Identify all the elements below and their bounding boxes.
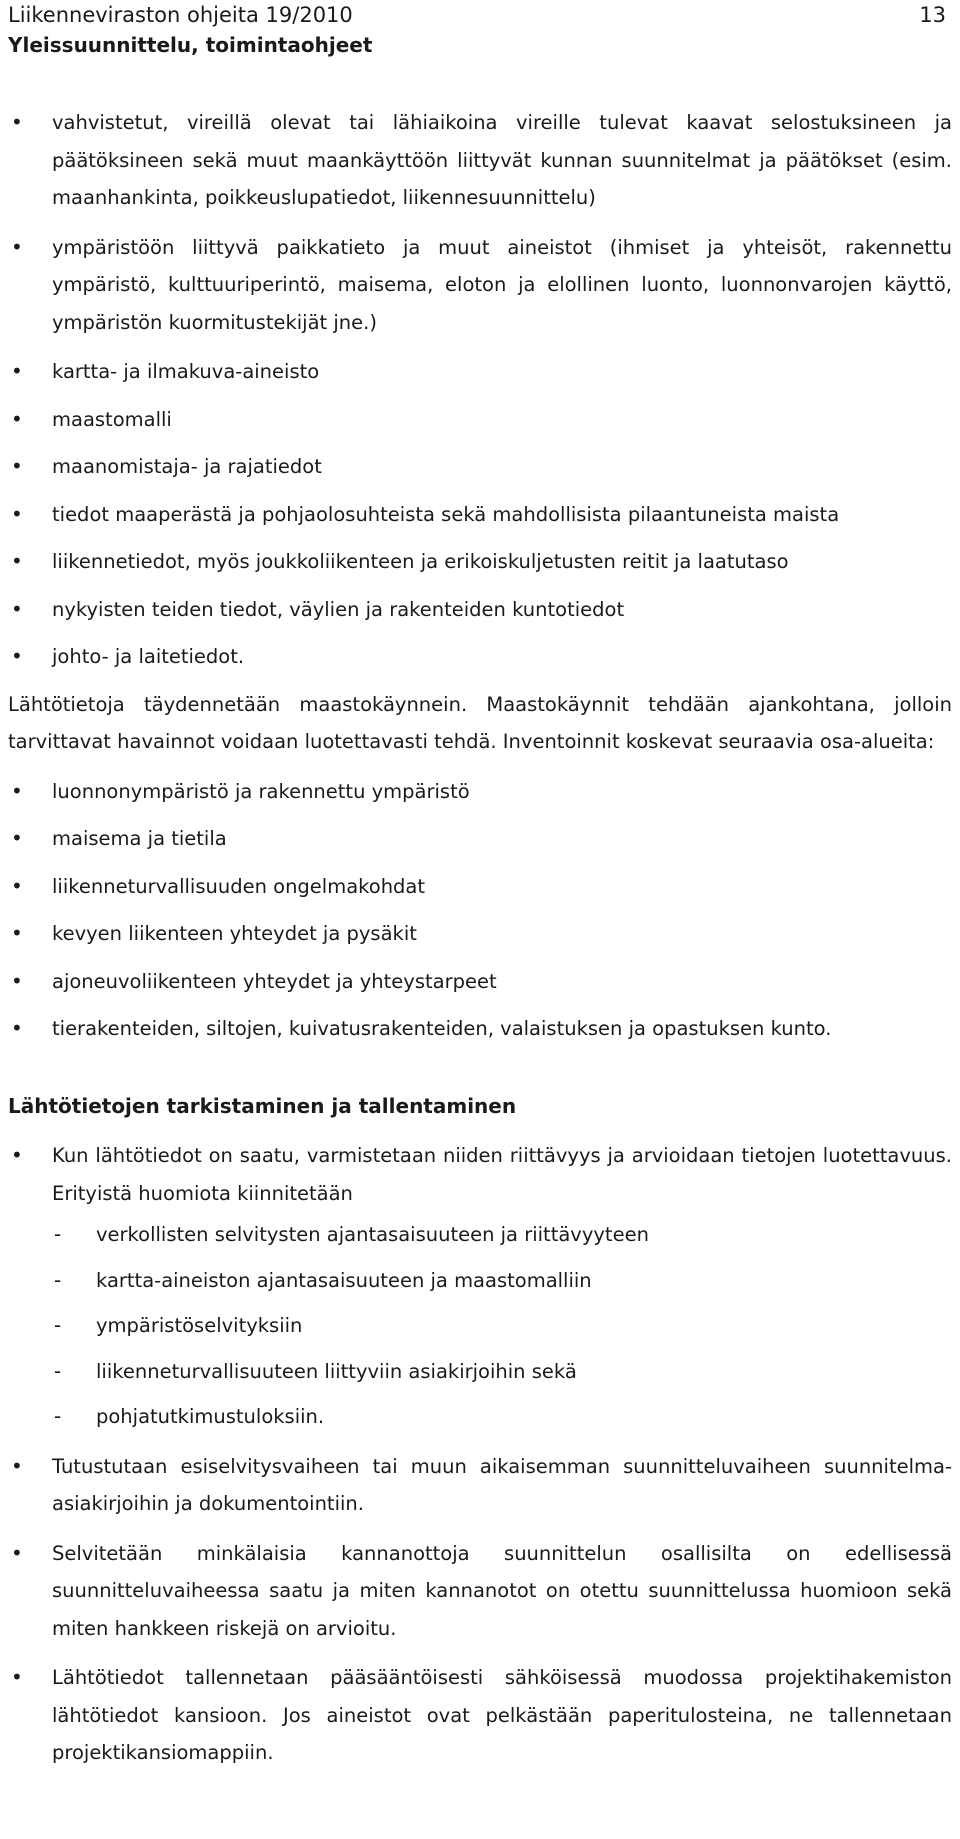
list-item: • vahvistetut, vireillä olevat tai lähiaikoina vireille tulevat kaavat selostuksineen ja päätöksineen sekä muut maankäyttöön liittyvät kunnan suunnitelmat ja päätökset (esim. maanhankinta, poikkeuslupatiedot, liikennesuunnittelu) <box>8 104 952 217</box>
document-body <box>8 104 952 1784</box>
page-header <box>8 0 952 60</box>
paragraph-field-visits: Lähtötietoja täydennetään maastokäynnein. Maastokäynnit tehdään ajankohtana, jolloin tarvittavat havainnot voidaan luotettavasti tehdä. Inventoinnit koskevat seuraavia osa-alueita: <box>8 692 952 753</box>
page-number: 13 <box>919 3 946 27</box>
list-item: • nykyisten teiden tiedot, väylien ja rakenteiden kuntotiedot <box>8 591 952 629</box>
publication-title: Liikenneviraston ohjeita 19/2010 <box>8 3 353 27</box>
list-item: • maanomistaja- ja rajatiedot <box>8 448 952 486</box>
list-item: • kevyen liikenteen yhteydet ja pysäkit <box>8 915 952 953</box>
list-item: • Selvitetään minkälaisia kannanottoja suunnittelun osallisilta on edellisessä suunnitteluvaiheessa saatu ja miten kannanotot on otettu suunnittelussa huomioon sekä miten hankkeen riskejä on arvioitu. <box>8 1535 952 1648</box>
section-heading: Lähtötietojen tarkistaminen ja tallentaminen <box>8 1093 517 1118</box>
dash-list-item: - verkollisten selvitysten ajantasaisuuteen ja riittävyyteen <box>52 1216 952 1254</box>
list-item: • ajoneuvoliikenteen yhteydet ja yhteystarpeet <box>8 963 952 1001</box>
list-item: • ympäristöön liittyvä paikkatieto ja muut aineistot (ihmiset ja yhteisöt, rakennettu ympäristö, kulttuuriperintö, maisema, eloton ja elollinen luonto, luonnonvarojen käyttö, ympäristön kuormitustekijät jne.) <box>8 229 952 342</box>
list-item: • kartta- ja ilmakuva-aineisto <box>8 353 952 391</box>
list-item: • luonnonympäristö ja rakennettu ympäristö <box>8 773 952 811</box>
list-item: • tiedot maaperästä ja pohjaolosuhteista sekä mahdollisista pilaantuneista maista <box>8 496 952 534</box>
source-data-list <box>8 104 952 676</box>
dash-list-item: - pohjatutkimustuloksiin. <box>52 1398 952 1436</box>
dash-list <box>52 1216 952 1436</box>
list-item: • Lähtötiedot tallennetaan pääsääntöisesti sähköisessä muodossa projektihakemiston lähtötiedot kansioon. Jos aineistot ovat pelkästään paperitulosteina, ne tallennetaan projektikansiomappiin. <box>8 1659 952 1772</box>
list-item: • johto- ja laitetiedot. <box>8 638 952 676</box>
list-item: • maastomalli <box>8 401 952 439</box>
verification-list <box>8 1137 952 1772</box>
publication-subtitle: Yleissuunnittelu, toimintaohjeet <box>8 33 373 57</box>
list-item-text: Kun lähtötiedot on saatu, varmistetaan niiden riittävyys ja arvioidaan tietojen luotettavuus. Erityistä huomiota kiinnitetään <box>52 1144 952 1205</box>
list-item: • Tutustutaan esiselvitysvaiheen tai muun aikaisemman suunnitteluvaiheen suunnitelma-asiakirjoihin ja dokumentointiin. <box>8 1448 952 1523</box>
list-item <box>8 1137 952 1436</box>
list-item: • liikenneturvallisuuden ongelmakohdat <box>8 868 952 906</box>
list-item: • liikennetiedot, myös joukkoliikenteen ja erikoiskuljetusten reitit ja laatutaso <box>8 543 952 581</box>
inventory-list <box>8 773 952 1048</box>
dash-list-item: - kartta-aineiston ajantasaisuuteen ja maastomalliin <box>52 1262 952 1300</box>
list-item: • maisema ja tietila <box>8 820 952 858</box>
dash-list-item: - liikenneturvallisuuteen liittyviin asiakirjoihin sekä <box>52 1353 952 1391</box>
dash-list-item: - ympäristöselvityksiin <box>52 1307 952 1345</box>
list-item: • tierakenteiden, siltojen, kuivatusrakenteiden, valaistuksen ja opastuksen kunto. <box>8 1010 952 1048</box>
